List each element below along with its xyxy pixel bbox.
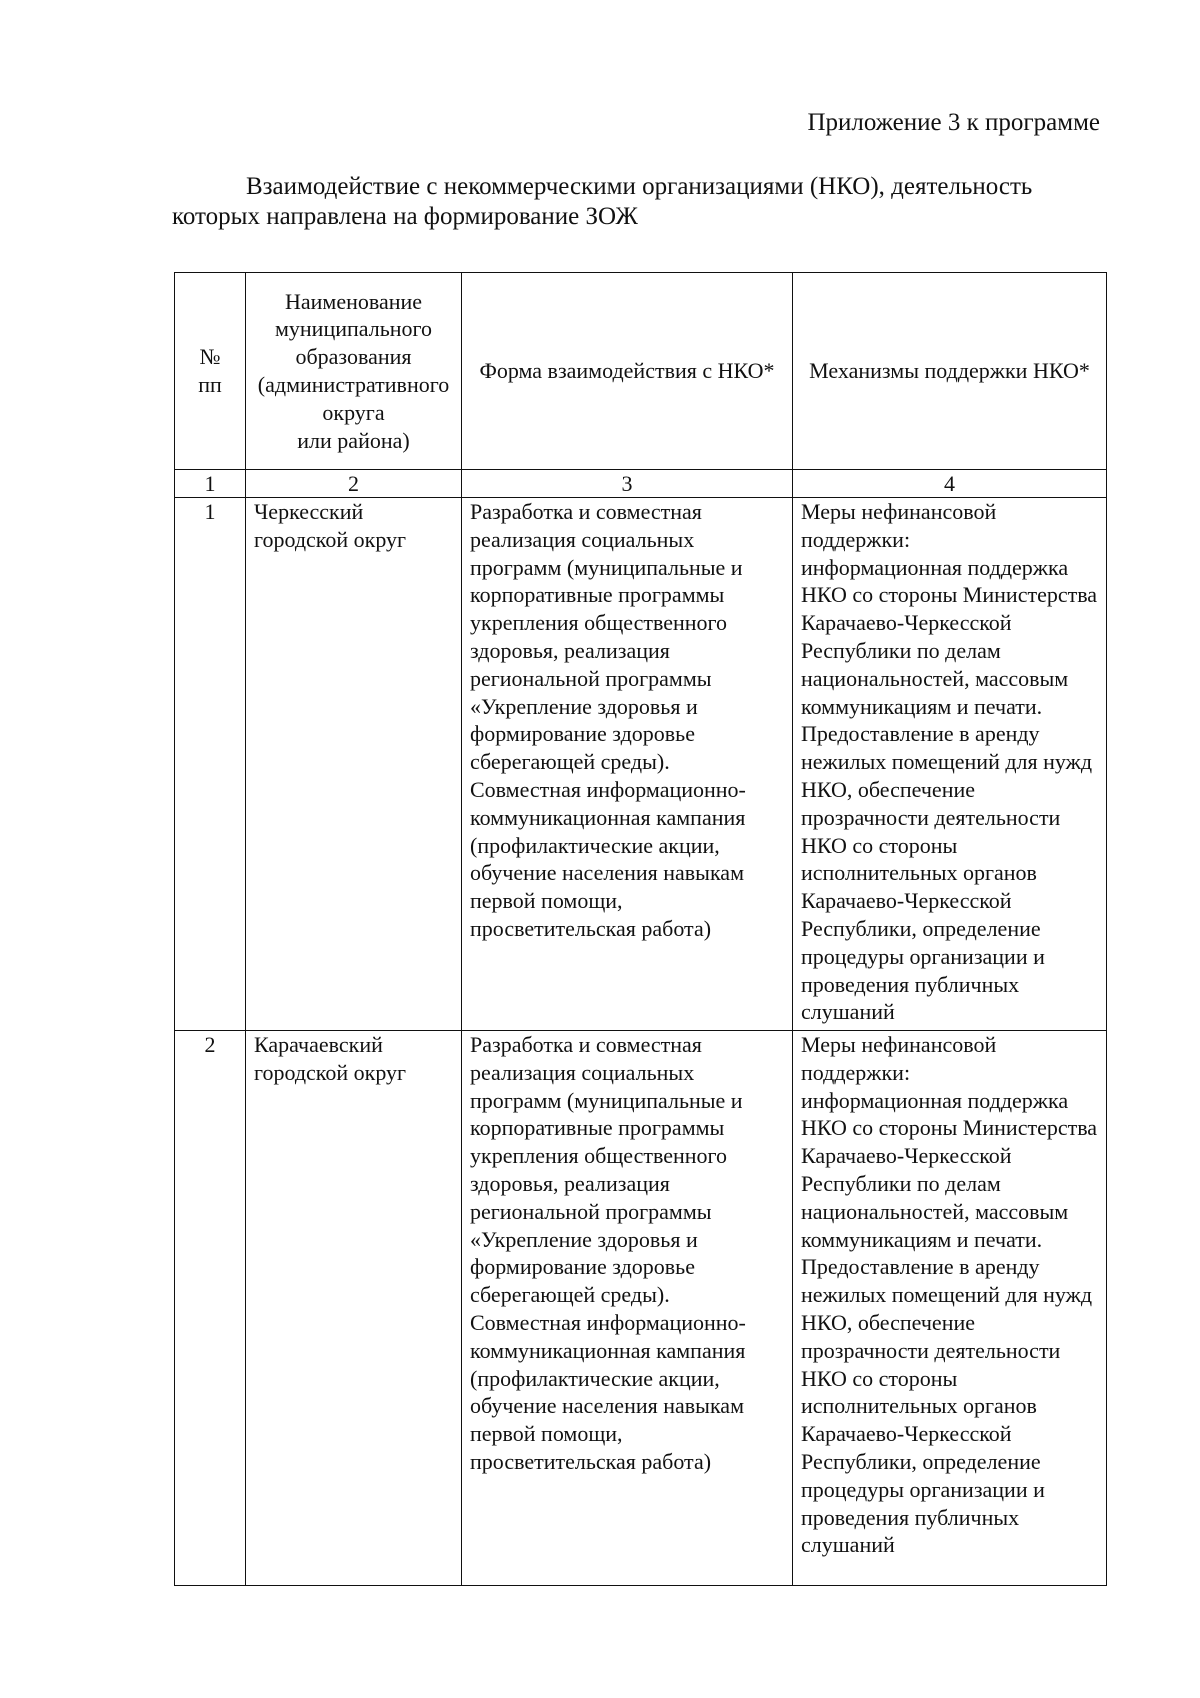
row-form: Разработка и совместная реализация социальных программ (муниципальные и корпоративные программы укрепления общественного здоровья, реализация региональной программы «Укрепление здоровья и формирование здоровье сберегающей среды). Совместная информационно-коммуникационная кампания (профилактические акции, обучение населения навыкам первой помощи, просветительская работа) xyxy=(462,498,793,1031)
column-number-row xyxy=(175,470,1107,498)
table-header-row xyxy=(175,273,1107,470)
row-support: Меры нефинансовой поддержки: информационная поддержка НКО со стороны Министерства Карачаево-Черкесской Республики по делам национальностей, массовым коммуникациям и печати. Предоставление в аренду нежилых помещений для нужд НКО, обеспечение прозрачности деятельности НКО со стороны исполнительных органов Карачаево-Черкесской Республики, определение процедуры организации и проведения публичных слушаний xyxy=(793,1031,1107,1586)
header-municipality: Наименование муниципального образования (административного округа или района) xyxy=(246,273,462,470)
column-number: 2 xyxy=(246,470,462,498)
header-num: № пп xyxy=(175,273,246,470)
row-municipality: Карачаевский городской округ xyxy=(246,1031,462,1586)
row-form: Разработка и совместная реализация социальных программ (муниципальные и корпоративные программы укрепления общественного здоровья, реализация региональной программы «Укрепление здоровья и формирование здоровье сберегающей среды). Совместная информационно-коммуникационная кампания (профилактические акции, обучение населения навыкам первой помощи, просветительская работа) xyxy=(462,1031,793,1586)
header-support: Механизмы поддержки НКО* xyxy=(793,273,1107,470)
document-title: Взаимодействие с некоммерческими организациями (НКО), деятельность которых направлена на формирование ЗОЖ xyxy=(172,173,1033,230)
table-row xyxy=(175,1031,1107,1586)
table-row xyxy=(175,498,1107,1031)
row-num: 2 xyxy=(175,1031,246,1586)
row-municipality: Черкесский городской округ xyxy=(246,498,462,1031)
column-number: 4 xyxy=(793,470,1107,498)
column-number: 1 xyxy=(175,470,246,498)
appendix-label: Приложение 3 к программе xyxy=(807,109,1100,136)
column-number: 3 xyxy=(462,470,793,498)
header-form: Форма взаимодействия с НКО* xyxy=(462,273,793,470)
nko-interaction-table xyxy=(174,272,1107,1586)
row-support: Меры нефинансовой поддержки: информационная поддержка НКО со стороны Министерства Карачаево-Черкесской Республики по делам национальностей, массовым коммуникациям и печати. Предоставление в аренду нежилых помещений для нужд НКО, обеспечение прозрачности деятельности НКО со стороны исполнительных органов Карачаево-Черкесской Республики, определение процедуры организации и проведения публичных слушаний xyxy=(793,498,1107,1031)
row-num: 1 xyxy=(175,498,246,1031)
